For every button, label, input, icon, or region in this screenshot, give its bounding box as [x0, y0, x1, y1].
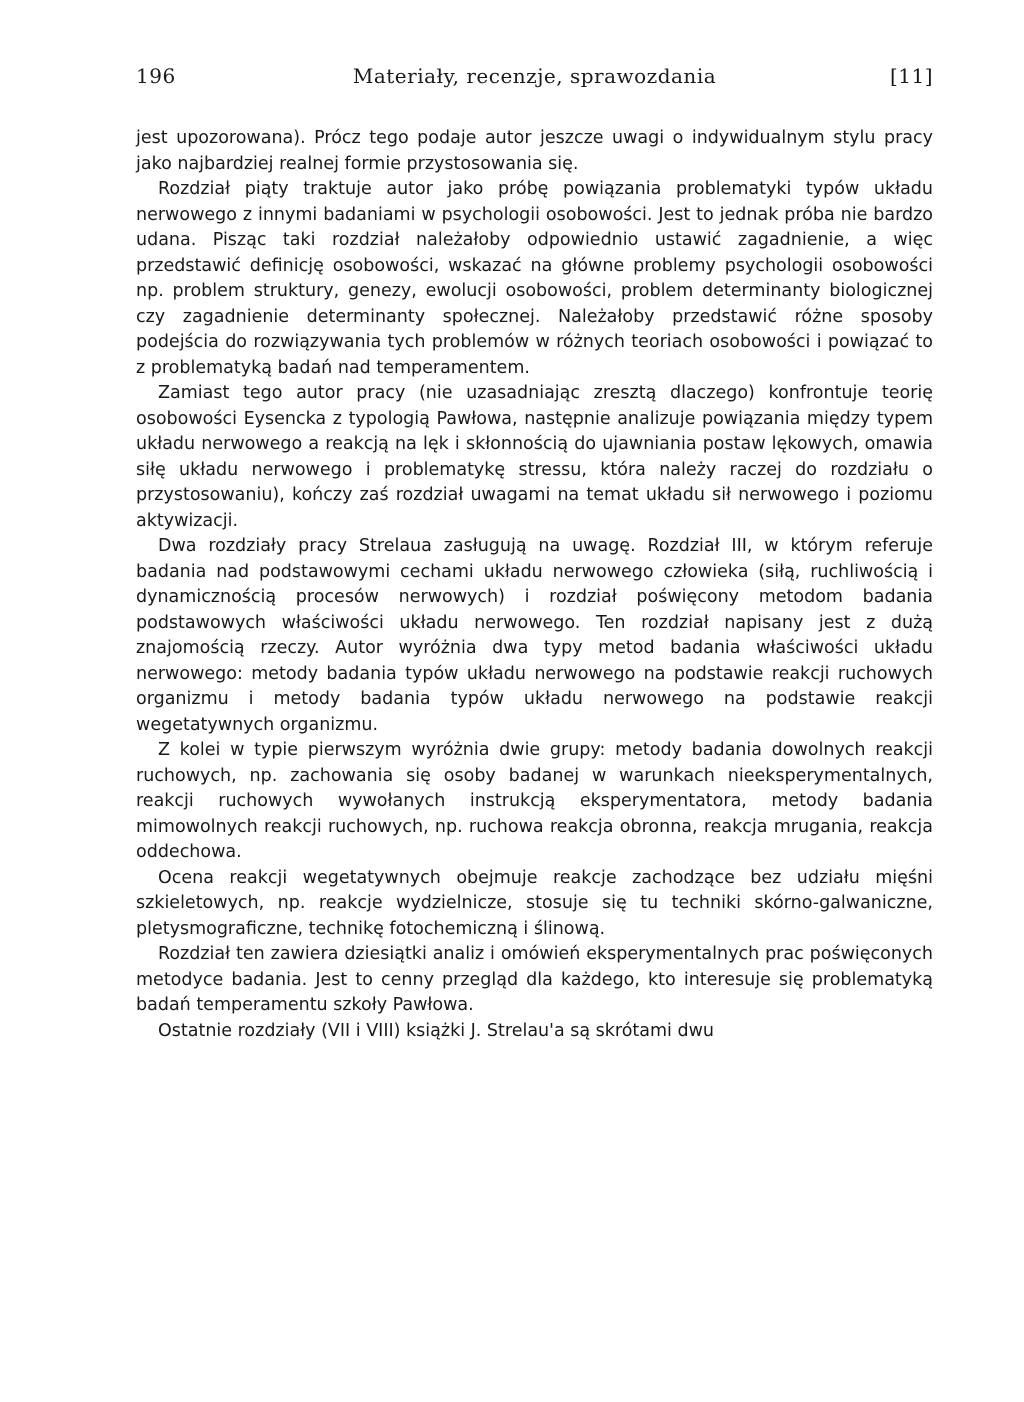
paragraph: jest upozorowana). Prócz tego podaje autor jeszcze uwagi o indywidualnym stylu pracy jako najbardziej realnej formie przystosowania się. — [136, 128, 933, 174]
page-number: 196 — [136, 64, 176, 88]
paragraph: Z kolei w typie pierwszym wyróżnia dwie grupy: metody badania dowolnych reakcji ruchowych, np. zachowania się osoby badanej w warunkach nieeksperymentalnych, reakcji ruchowych wywołanych instrukcją eksperymentatora, metody badania mimowolnych reakcji ruchowych, np. ruchowa reakcja obronna, reakcja mrugania, reakcja oddechowa. — [136, 740, 933, 862]
paragraph: Rozdział ten zawiera dziesiątki analiz i omówień eksperymentalnych prac poświęconych metodyce badania. Jest to cenny przegląd dla każdego, kto interesuje się problematyką badań temperamentu szkoły Pawłowa. — [136, 944, 933, 1015]
paragraph: Dwa rozdziały pracy Strelaua zasługują na uwagę. Rozdział III, w którym referuje badania nad podstawowymi cechami układu nerwowego człowieka (siłą, ruchliwością i dynamicznością procesów nerwowych) i rozdział poświęcony metodom badania podstawowych właściwości układu nerwowego. Ten rozdział napisany jest z dużą znajomością rzeczy. Autor wyróżnia dwa typy metod badania właściwości układu nerwowego: metody badania typów układu nerwowego na podstawie reakcji ruchowych organizmu i metody badania typów układu nerwowego na podstawie reakcji wegetatywnych organizmu. — [136, 536, 933, 735]
section-number: [11] — [889, 64, 933, 88]
page-header — [136, 64, 933, 104]
paragraph: Rozdział piąty traktuje autor jako próbę powiązania problematyki typów układu nerwowego z innymi badaniami w psychologii osobowości. Jest to jednak próba nie bardzo udana. Pisząc taki rozdział należałoby odpowiednio ustawić zagadnienie, a więc przedstawić definicję osobowości, wskazać na główne problemy psychologii osobowości np. problem struktury, genezy, ewolucji osobowości, problem determinanty biologicznej czy zagadnienie determinanty społecznej. Należałoby przedstawić różne sposoby podejścia do rozwiązywania tych problemów w różnych teoriach osobowości i powiązać to z problematyką badań nad temperamentem. — [136, 179, 933, 378]
paragraph: Ostatnie rozdziały (VII i VIII) książki J. Strelau'a są skrótami dwu — [158, 1020, 714, 1041]
running-title: Materiały, recenzje, sprawozdania — [352, 64, 717, 88]
body-text — [136, 126, 933, 1044]
paragraph: Zamiast tego autor pracy (nie uzasadniając zresztą dlaczego) konfrontuje teorię osobowości Eysencka z typologią Pawłowa, następnie analizuje powiązania między typem układu nerwowego a reakcją na lęk i skłonnością do ujawniania postaw lękowych, omawia siłę układu nerwowego i problematykę stressu, która należy raczej do rozdziału o przystosowaniu), kończy zaś rozdział uwagami na temat układu sił nerwowego i poziomu aktywizacji. — [136, 383, 933, 531]
paragraph: Ocena reakcji wegetatywnych obejmuje reakcje zachodzące bez udziału mięśni szkieletowych, np. reakcje wydzielnicze, stosuje się tu techniki skórno-galwaniczne, pletysmograficzne, technikę fotochemiczną i ślinową. — [136, 867, 933, 939]
